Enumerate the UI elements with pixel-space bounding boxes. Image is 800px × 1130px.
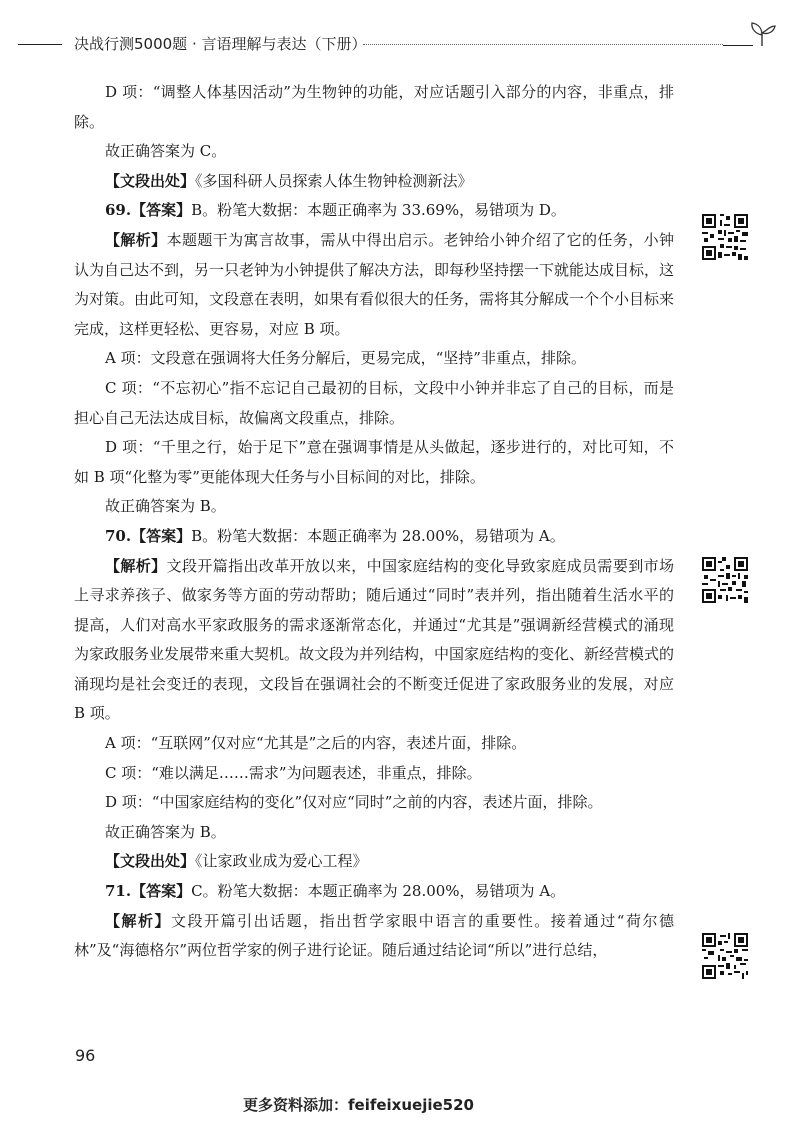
- source-title: 《让家政业成为爱心工程》: [195, 852, 368, 871]
- header-rule-dotted: [363, 44, 723, 45]
- source-tag: 【文段出处】: [105, 171, 196, 190]
- answer-explanations: [74, 78, 674, 966]
- paragraph: [74, 492, 674, 522]
- paragraph-text: 故正确答案为 B。: [105, 497, 226, 516]
- analysis-text: 本题题干为寓言故事，需从中得出启示。老钟给小钟介绍了它的任务，小钟认为自己达不到，另一只老钟为小钟提供了解决方法，即每秒坚持摆一下就能达成目标，这为对策。由此可知，文段意在表明，如果有看似很大的任务，需将其分解成一个个小目标来完成，这样更轻松、更容易，对应 B 项。: [74, 230, 675, 338]
- qr-code-icon[interactable]: [700, 212, 750, 262]
- paragraph: [74, 788, 674, 818]
- paragraph: [74, 137, 674, 167]
- paragraph: [74, 729, 674, 759]
- paragraph: [74, 552, 674, 730]
- sprout-icon: [746, 18, 778, 48]
- paragraph: [74, 374, 674, 433]
- answer-tag: 71.【答案】: [105, 882, 192, 901]
- analysis-tag: 【解析】: [105, 911, 172, 930]
- paragraph-text: D 项：“中国家庭结构的变化”仅对应“同时”之前的内容，表述片面，排除。: [105, 793, 603, 812]
- analysis-text: 文段开篇引出话题，指出哲学家眼中语言的重要性。接着通过“荷尔德林”及“海德格尔”两位哲学家的例子进行论证。随后通过结论词“所以”进行总结，: [74, 911, 674, 960]
- qr-code-70: [700, 555, 750, 605]
- qr-code-icon[interactable]: [700, 555, 750, 605]
- paragraph-text: D 项：“千里之行，始于足下”意在强调事情是从头做起，逐步进行的，对比可知，不如 B 项“化整为零”更能体现大任务与小目标间的对比，排除。: [74, 438, 674, 486]
- paragraph: [74, 344, 674, 374]
- analysis-text: 文段开篇指出改革开放以来，中国家庭结构的变化导致家庭成员需要到市场上寻求养孩子、做家务等方面的劳动帮助；随后通过“同时”表并列，指出随着生活水平的提高，人们对高水平家政服务的需求逐渐常态化，并通过“尤其是”强调新经营模式的涌现为家政服务业发展带来重大契机。故文段为并列结构，中国家庭结构的变化、新经营模式的涌现均是社会变迁的表现，文段旨在强调社会的不断变迁促进了家政服务业的发展，对应 B 项。: [74, 556, 675, 723]
- source-tag: 【文段出处】: [105, 852, 196, 871]
- paragraph-text: 故正确答案为 C。: [105, 142, 227, 161]
- paragraph: [74, 818, 674, 848]
- answer-text: C。粉笔大数据：本题正确率为 28.00%，易错项为 A。: [191, 882, 566, 901]
- qr-code-71: [700, 931, 750, 981]
- qr-code-69: [700, 212, 750, 262]
- qr-code-icon[interactable]: [700, 931, 750, 981]
- paragraph: [74, 759, 674, 789]
- analysis-tag: 【解析】: [105, 556, 167, 575]
- paragraph: [74, 167, 674, 197]
- paragraph-text: D 项：“调整人体基因活动”为生物钟的功能，对应话题引入部分的内容，非重点，排除。: [74, 83, 674, 131]
- answer-text: B。粉笔大数据：本题正确率为 33.69%，易错项为 D。: [191, 201, 566, 220]
- analysis-tag: 【解析】: [105, 230, 167, 249]
- paragraph: [74, 433, 674, 492]
- header-rule-left: [18, 44, 62, 45]
- source-title: 《多国科研人员探索人体生物钟检测新法》: [195, 171, 473, 190]
- footer-note: 更多资料添加：feifeixuejie520: [243, 1096, 474, 1114]
- paragraph: [74, 522, 674, 552]
- paragraph-text: A 项：文段意在强调将大任务分解后，更易完成，“坚持”非重点，排除。: [105, 349, 586, 368]
- paragraph-text: A 项：“互联网”仅对应“尤其是”之后的内容，表述片面，排除。: [105, 734, 527, 753]
- answer-text: B。粉笔大数据：本题正确率为 28.00%，易错项为 A。: [191, 526, 565, 545]
- page-number: 96: [75, 1046, 96, 1065]
- header-title: 决战行测5000题 · 言语理解与表达（下册）: [74, 35, 367, 53]
- running-header: [18, 30, 762, 58]
- paragraph: [74, 196, 674, 226]
- paragraph: [74, 877, 674, 907]
- paragraph-text: C 项：“不忘初心”指不忘记自己最初的目标，文段中小钟并非忘了自己的目标，而是担心自己无法达成目标，故偏离文段重点，排除。: [74, 378, 674, 427]
- answer-tag: 70.【答案】: [105, 526, 192, 545]
- paragraph-text: C 项：“难以满足……需求”为问题表述，非重点，排除。: [105, 763, 482, 782]
- paragraph: [74, 226, 674, 344]
- paragraph: [74, 78, 674, 137]
- paragraph-text: 故正确答案为 B。: [105, 822, 226, 841]
- paragraph: [74, 907, 674, 966]
- answer-tag: 69.【答案】: [105, 201, 192, 220]
- paragraph: [74, 847, 674, 877]
